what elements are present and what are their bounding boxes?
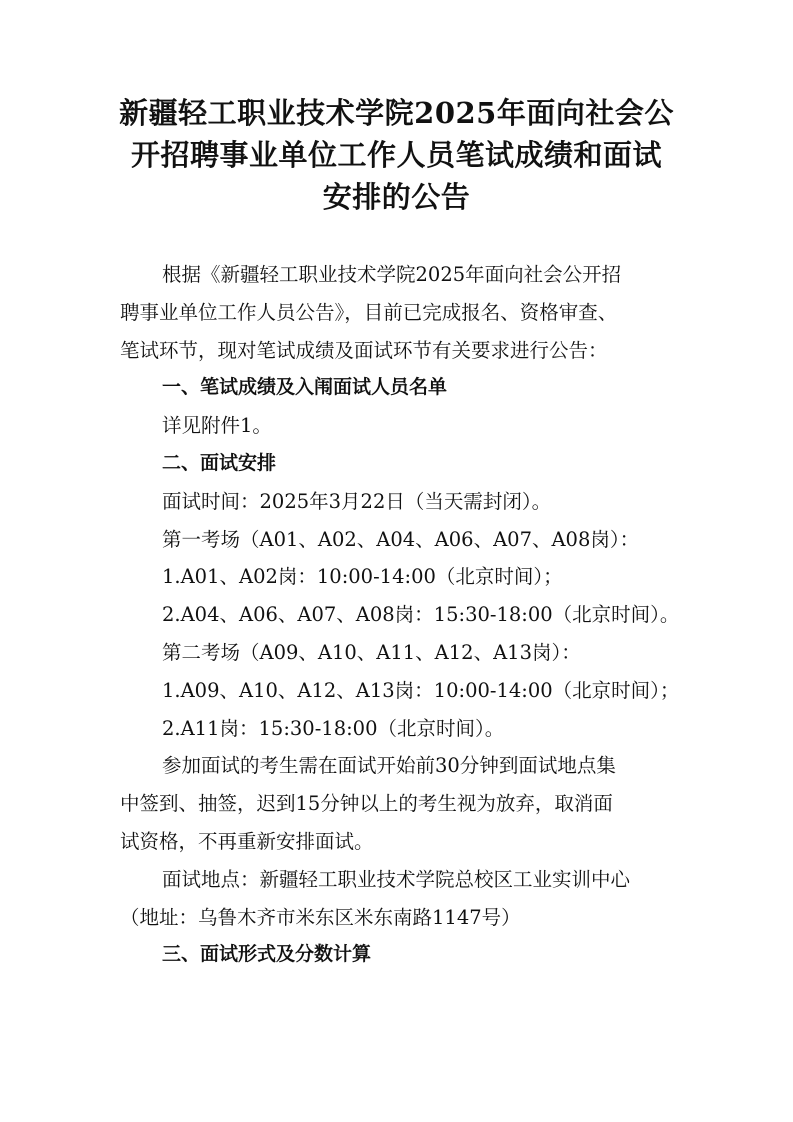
title-line-1: 新疆轻工职业技术学院2025年面向社会公 <box>119 96 674 130</box>
location-line: 面试地点：新疆轻工职业技术学院总校区工业实训中心 <box>162 867 631 891</box>
section-3-heading: 三、面试形式及分数计算 <box>162 943 372 966</box>
notice-paragraph-line: 参加面试的考生需在面试开始前30分钟到面试地点集 <box>162 754 616 778</box>
intro-paragraph-line: 笔试环节，现对笔试成绩及面试环节有关要求进行公告： <box>120 338 608 362</box>
room-1-item: 1.A01、A02岗：10:00-14:00（北京时间）； <box>162 565 563 589</box>
intro-paragraph-line: 聘事业单位工作人员公告》，目前已完成报名、资格审查、 <box>120 300 618 324</box>
section-2-heading: 二、面试安排 <box>162 451 277 474</box>
room-1-item: 2.A04、A06、A07、A08岗：15:30-18:00（北京时间）。 <box>162 603 680 627</box>
section-1-heading: 一、笔试成绩及入闱面试人员名单 <box>162 376 448 399</box>
address-line: （地址：乌鲁木齐市米东区米东南路1147号） <box>120 905 521 929</box>
room-2-item: 2.A11岗：15:30-18:00（北京时间）。 <box>162 716 505 740</box>
title-line-3: 安排的公告 <box>322 180 471 214</box>
interview-time: 面试时间：2025年3月22日（当天需封闭）。 <box>162 489 552 513</box>
intro-paragraph-line: 根据《新疆轻工职业技术学院2025年面向社会公开招 <box>162 263 622 286</box>
room-2-item: 1.A09、A10、A12、A13岗：10:00-14:00（北京时间）； <box>162 678 680 702</box>
page-title <box>90 92 703 218</box>
notice-paragraph-line: 中签到、抽签，迟到15分钟以上的考生视为放弃，取消面 <box>120 792 613 816</box>
room-2-heading: 第二考场（A09、A10、A11、A12、A13岗）： <box>162 640 581 664</box>
notice-paragraph-line: 试资格，不再重新安排面试。 <box>120 829 374 853</box>
document-body <box>120 256 680 974</box>
title-line-2: 开招聘事业单位工作人员笔试成绩和面试 <box>130 138 662 172</box>
section-1-text: 详见附件1。 <box>162 414 272 438</box>
room-1-heading: 第一考场（A01、A02、A04、A06、A07、A08岗）： <box>162 527 640 551</box>
